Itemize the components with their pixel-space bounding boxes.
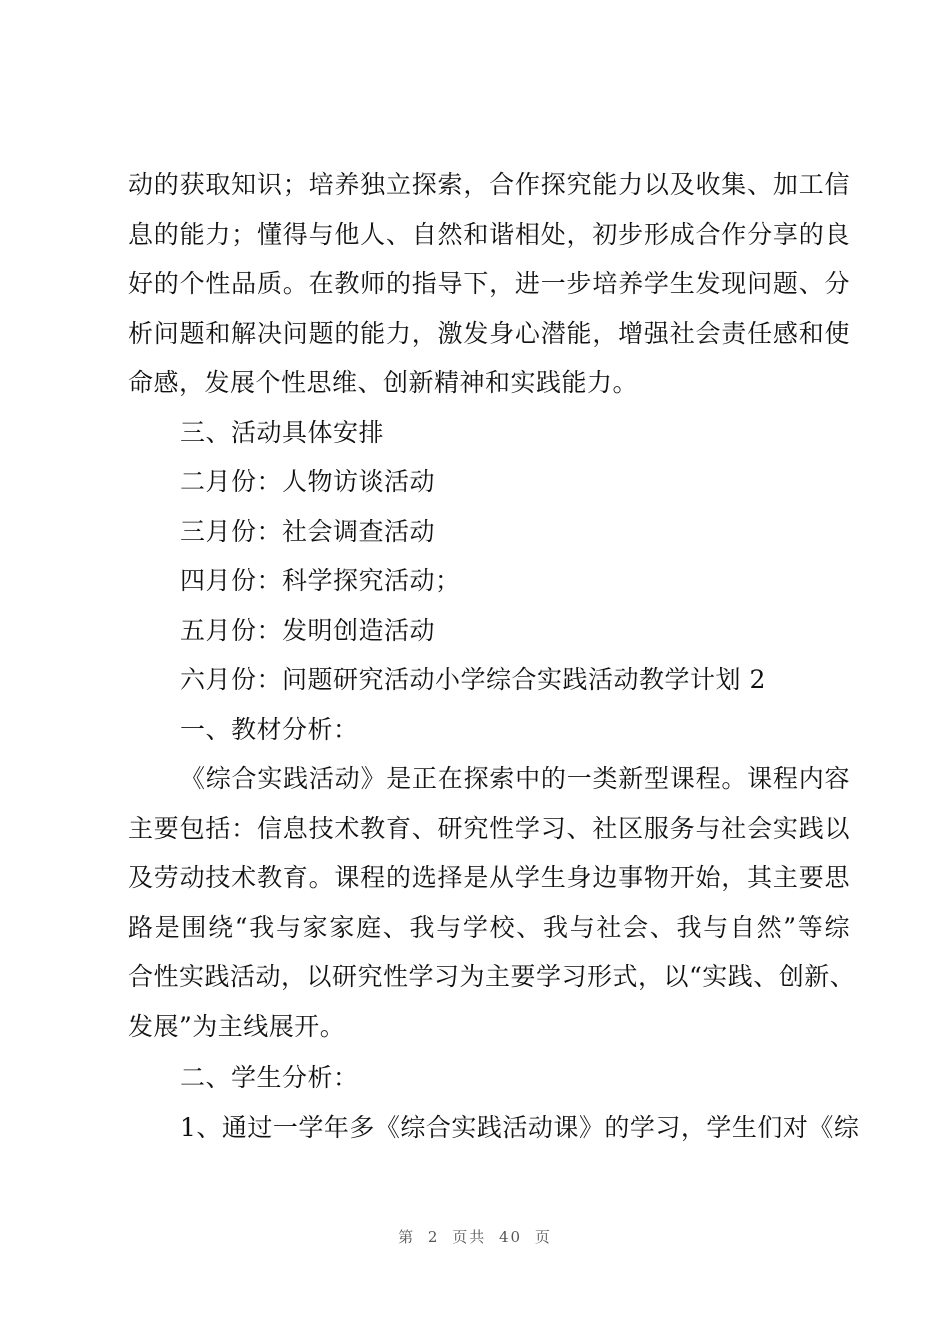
paragraph-line: 及劳动技术教育。课程的选择是从学生身边事物开始，其主要思 [128,863,850,892]
page-footer: 第 2 页共 40 页 [398,1228,552,1246]
paragraph-line: 息的能力；懂得与他人、自然和谐相处，初步形成合作分享的良 [128,219,850,249]
schedule-item-june: 六月份：问题研究活动小学综合实践活动教学计划 2 [180,665,766,694]
paragraph-line: 1、通过一学年多《综合实践活动课》的学习，学生们对《综 [180,1112,860,1142]
paragraph-line: 动的获取知识；培养独立探索，合作探究能力以及收集、加工信 [128,170,850,199]
section-heading: 二、学生分析： [180,1063,359,1092]
section-heading: 一、教材分析： [180,714,359,744]
schedule-item-march: 三月份：社会调查活动 [180,516,436,546]
paragraph-line: 主要包括：信息技术教育、研究性学习、社区服务与社会实践以 [128,813,850,843]
document-body [128,160,860,1152]
schedule-item-february: 二月份：人物访谈活动 [180,467,436,496]
schedule-item-may: 五月份：发明创造活动 [180,615,436,645]
section-heading: 三、活动具体安排 [180,417,385,447]
schedule-item-april: 四月份：科学探究活动； [180,566,461,595]
paragraph-line: 好的个性品质。在教师的指导下，进一步培养学生发现问题、分 [128,269,850,298]
paragraph-line: 路是围绕“我与家家庭、我与学校、我与社会、我与自然”等综 [128,912,850,942]
paragraph-line: 发展”为主线展开。 [128,1011,346,1041]
paragraph-line: 《综合实践活动》是正在探索中的一类新型课程。课程内容 [180,764,850,793]
paragraph-line: 合性实践活动，以研究性学习为主要学习形式，以“实践、创新、 [128,962,856,991]
paragraph-line: 命感，发展个性思维、创新精神和实践能力。 [128,368,639,397]
paragraph-line: 析问题和解决问题的能力，激发身心潜能，增强社会责任感和使 [128,318,850,348]
